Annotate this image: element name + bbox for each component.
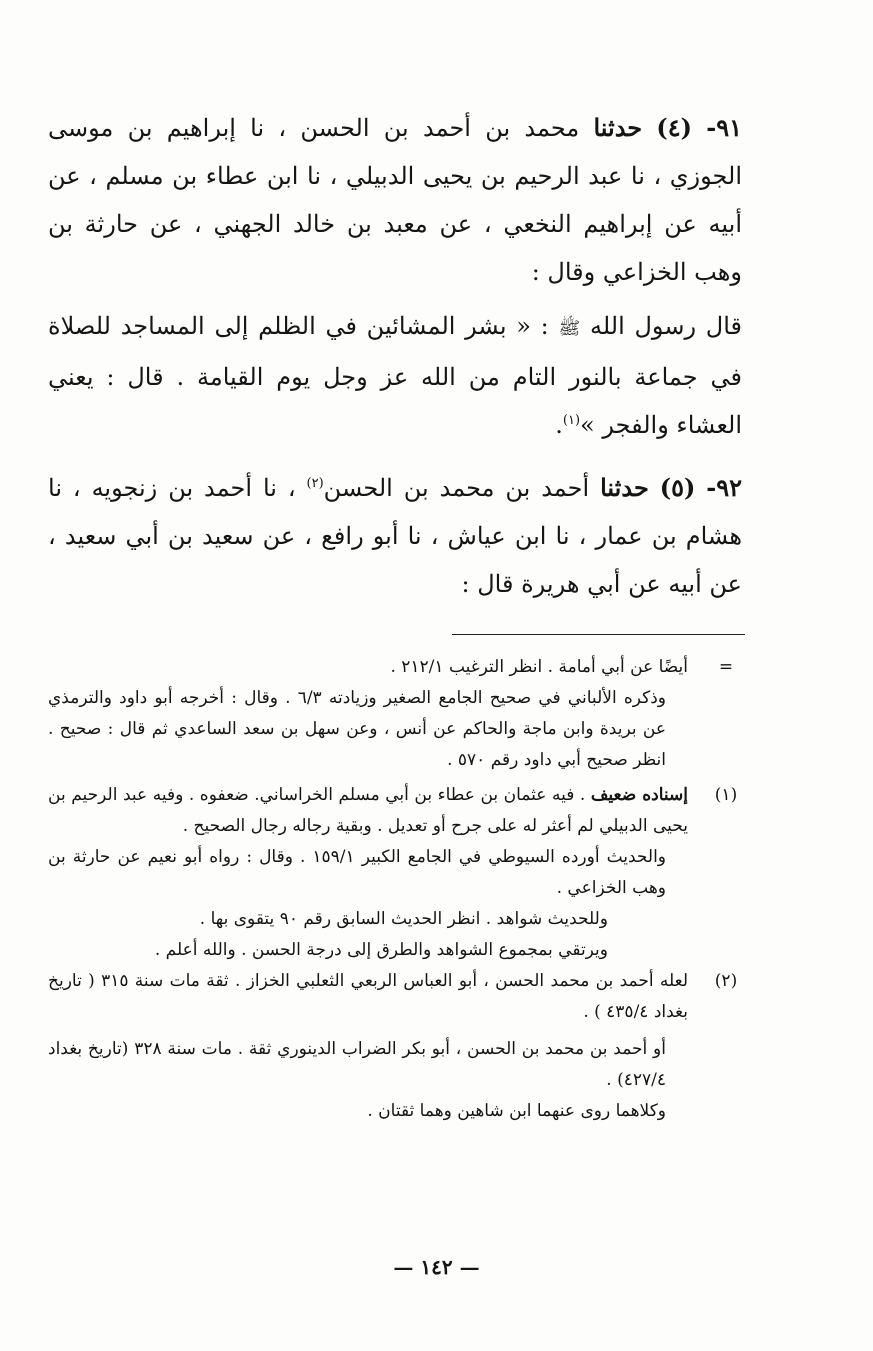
- narration-word: حدثنا: [600, 473, 649, 502]
- page-number: — ١٤٢ —: [393, 1255, 480, 1279]
- hadith-91-isnad: [48, 104, 742, 296]
- hadith-ref: (٥): [659, 473, 696, 502]
- narration-word: حدثنا: [593, 113, 643, 142]
- footnote-2: [48, 966, 748, 1127]
- salutation-glyph: ﷺ: [558, 318, 581, 339]
- footnote-line: وللحديث شواهد . انظر الحديث السابق رقم ٩٠ يتقوى بها .: [199, 909, 608, 929]
- footnote-line: لعله أحمد بن محمد الحسن ، أبو العباس الربعي الثعلبي الخزاز . ثقة مات سنة ٣١٥ ( تاريخ بغداد ٤٣٥/٤ ) .: [48, 971, 689, 1022]
- hadith-92-isnad: [48, 464, 742, 608]
- footnote-ref-1: (١): [562, 413, 581, 428]
- footnote-line: وكلاهما روى عنهما ابن شاهين وهما ثقتان .: [367, 1101, 666, 1121]
- matn-intro: قال رسول الله: [589, 312, 742, 340]
- footnote-line: أو أحمد بن محمد بن الحسن ، أبو بكر الضراب الدينوري ثقة . مات سنة ٣٢٨ (تاريخ بغداد ٤٢٧/٤) .: [48, 1039, 666, 1090]
- hadith-91: [48, 104, 742, 449]
- footnote-ref-2: (٢): [306, 476, 324, 491]
- continuation-mark: =: [718, 657, 734, 677]
- footnote-line: أيضًا عن أبي أمامة . انظر الترغيب ٢١٢/١ .: [390, 657, 688, 677]
- footnote-line: وذكره الألباني في صحيح الجامع الصغير وزيادته ٦/٣ . وقال : أخرجه أبو داود والترمذي عن بريدة وابن ماجة والحاكم عن أنس ، وعن سهل بن سعد الساعدي ثم قال : صحيح . انظر صحيح أبي داود رقم ٥٧٠ .: [48, 688, 666, 770]
- isnad-text-b: ، نا أحمد بن زنجويه ، نا هشام بن عمار ، نا ابن عياش ، نا أبو رافع ، عن سعيد بن أبي سعيد ، عن أبيه عن أبي هريرة قال :: [48, 474, 742, 598]
- grading-label: إسناده ضعيف: [590, 785, 689, 805]
- isnad-text-a: أحمد بن محمد بن الحسن: [323, 474, 590, 502]
- footnote-mark: (١): [714, 785, 738, 805]
- hadith-ref: (٤): [656, 113, 692, 142]
- hadith-number: ٩١-: [706, 113, 742, 142]
- hadith-91-matn: [48, 302, 742, 449]
- footnote-separator: [452, 634, 745, 635]
- footnote-continuation: [48, 652, 748, 776]
- footnote-1: [48, 780, 748, 966]
- matn-text: : « بشر المشائين في الظلم إلى المساجد للصلاة في جماعة بالنور التام من الله عز وجل يوم القيامة . قال : يعني العشاء والفجر »: [48, 312, 742, 439]
- footnote-line: والحديث أورده السيوطي في الجامع الكبير ١٥٩/١ . وقال : رواه أبو نعيم عن حارثة بن وهب الخزاعي .: [48, 847, 667, 898]
- footnote-line: ويرتقي بمجموع الشواهد والطرق إلى درجة الحسن . والله أعلم .: [154, 940, 608, 960]
- hadith-92: [48, 464, 742, 608]
- footnote-mark: (٢): [714, 971, 738, 991]
- matn-end: .: [555, 411, 563, 439]
- footnotes: [48, 652, 748, 1127]
- hadith-number: ٩٢-: [706, 473, 742, 502]
- footnote-line: إسناده ضعيف . فيه عثمان بن عطاء بن أبي مسلم الخراساني. ضعفوه . وفيه عبد الرحيم بن يحيى الدبيلي لم أعثر له على جرح أو تعديل . وبقية رجاله رجال الصحيح .: [48, 785, 689, 836]
- isnad-text: محمد بن أحمد بن الحسن ، نا إبراهيم بن موسى الجوزي ، نا عبد الرحيم بن يحيى الدبيلي ، نا ابن عطاء بن مسلم ، عن أبيه عن إبراهيم النخعي ، عن معبد بن خالد الجهني ، عن حارثة بن وهب الخزاعي وقال :: [48, 114, 742, 286]
